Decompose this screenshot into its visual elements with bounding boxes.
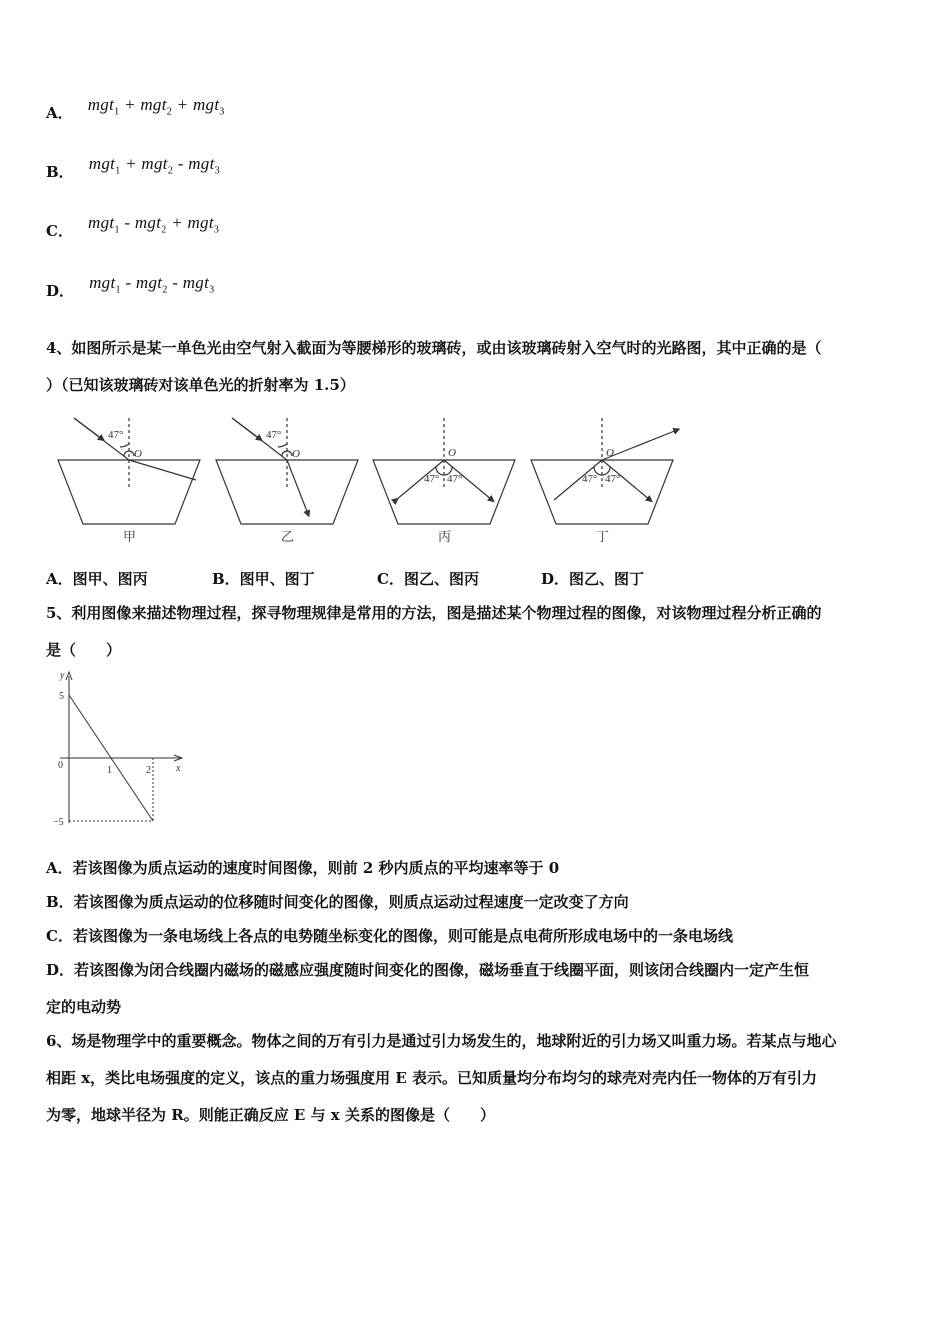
q5-option-d-cont: 定的电动势 <box>46 998 122 1016</box>
point-label: O <box>606 447 614 459</box>
x-axis-label: x <box>176 763 181 774</box>
line-chart <box>50 668 190 832</box>
caption-ding: 丁 <box>596 529 610 544</box>
option-label: D． <box>46 282 75 300</box>
q5-option-c: C．若该图像为一条电场线上各点的电势随坐标变化的图像，则可能是点电荷所形成电场中的一条电场线 <box>46 927 733 945</box>
caption-jia: 甲 <box>123 529 137 544</box>
option-c <box>46 213 220 243</box>
angle-label: 47° <box>108 429 124 441</box>
point-label: O <box>134 448 142 460</box>
origin-label: 0 <box>58 760 63 771</box>
y-tick-label-neg5: −5 <box>53 817 64 828</box>
q5-option-a: A．若该图像为质点运动的速度时间图像，则前 2 秒内质点的平均速率等于 0 <box>46 859 560 877</box>
trapezoid-ding <box>531 460 673 524</box>
q4-answer-b: B．图甲、图丁 <box>212 570 315 588</box>
q4-answer-c: C．图乙、图丙 <box>377 570 479 588</box>
y-axis-label: y <box>60 670 65 681</box>
option-d <box>46 273 215 303</box>
q5-option-b: B．若该图像为质点运动的位移随时间变化的图像，则质点运动过程速度一定改变了方向 <box>46 893 629 911</box>
formula: mgt$_1$ - mgt$_2$ + mgt$_3$ <box>88 213 220 236</box>
caption-yi: 乙 <box>281 529 295 544</box>
q4-answer-d: D．图乙、图丁 <box>541 570 645 588</box>
angle-label: 47° <box>424 473 440 485</box>
question-6-line-1: 6、场是物理学中的重要概念。物体之间的万有引力是通过引力场发生的，地球附近的引力场又叫重力场。若某点与地心 <box>46 1032 837 1050</box>
caption-bing: 丙 <box>438 529 452 544</box>
formula: mgt$_1$ + mgt$_2$ + mgt$_3$ <box>87 95 225 118</box>
question-6-line-2: 相距 x，类比电场强度的定义，该点的重力场强度用 E 表示。已知质量均分布均匀的球壳对壳内任一物体的万有引力 <box>46 1069 818 1087</box>
option-a <box>46 95 225 125</box>
option-b <box>46 154 220 184</box>
angle-label: 47° <box>582 473 598 485</box>
point-label: O <box>448 447 456 459</box>
question-6-line-3: 为零，地球半径为 R。则能正确反应 E 与 x 关系的图像是（ ） <box>46 1106 495 1124</box>
question-5-line-1: 5、利用图像来描述物理过程，探寻物理规律是常用的方法，图是描述某个物理过程的图像，对该物理过程分析正确的 <box>46 604 822 622</box>
question-4-line-1: 4、如图所示是某一单色光由空气射入截面为等腰梯形的玻璃砖，或由该玻璃砖射入空气时的光路图，其中正确的是（ <box>46 339 822 357</box>
option-label: A． <box>46 104 73 122</box>
point-label: O <box>292 448 300 460</box>
formula: mgt$_1$ + mgt$_2$ - mgt$_3$ <box>88 154 220 177</box>
angle-label: 47° <box>605 473 621 485</box>
x-tick-label-1: 1 <box>107 765 112 776</box>
trapezoid-yi <box>216 460 358 524</box>
prism-figure <box>50 410 690 550</box>
option-label: C． <box>46 222 73 240</box>
trapezoid-jia <box>58 460 200 524</box>
trapezoid-bing <box>373 460 515 524</box>
x-tick-label-2: 2 <box>146 765 151 776</box>
q4-answer-a: A．图甲、图丙 <box>46 570 148 588</box>
angle-label: 47° <box>266 429 282 441</box>
q5-option-d: D．若该图像为闭合线圈内磁场的磁感应强度随时间变化的图像，磁场垂直于线圈平面，则该闭合线圈内一定产生恒 <box>46 961 810 979</box>
option-label: B． <box>46 163 74 181</box>
question-4-line-2: ）（已知该玻璃砖对该单色光的折射率为 1.5） <box>46 376 355 394</box>
y-tick-label-5: 5 <box>59 691 64 702</box>
formula: mgt$_1$ - mgt$_2$ - mgt$_3$ <box>89 273 215 296</box>
angle-label: 47° <box>447 473 463 485</box>
question-5-line-2: 是（ ） <box>46 641 122 659</box>
